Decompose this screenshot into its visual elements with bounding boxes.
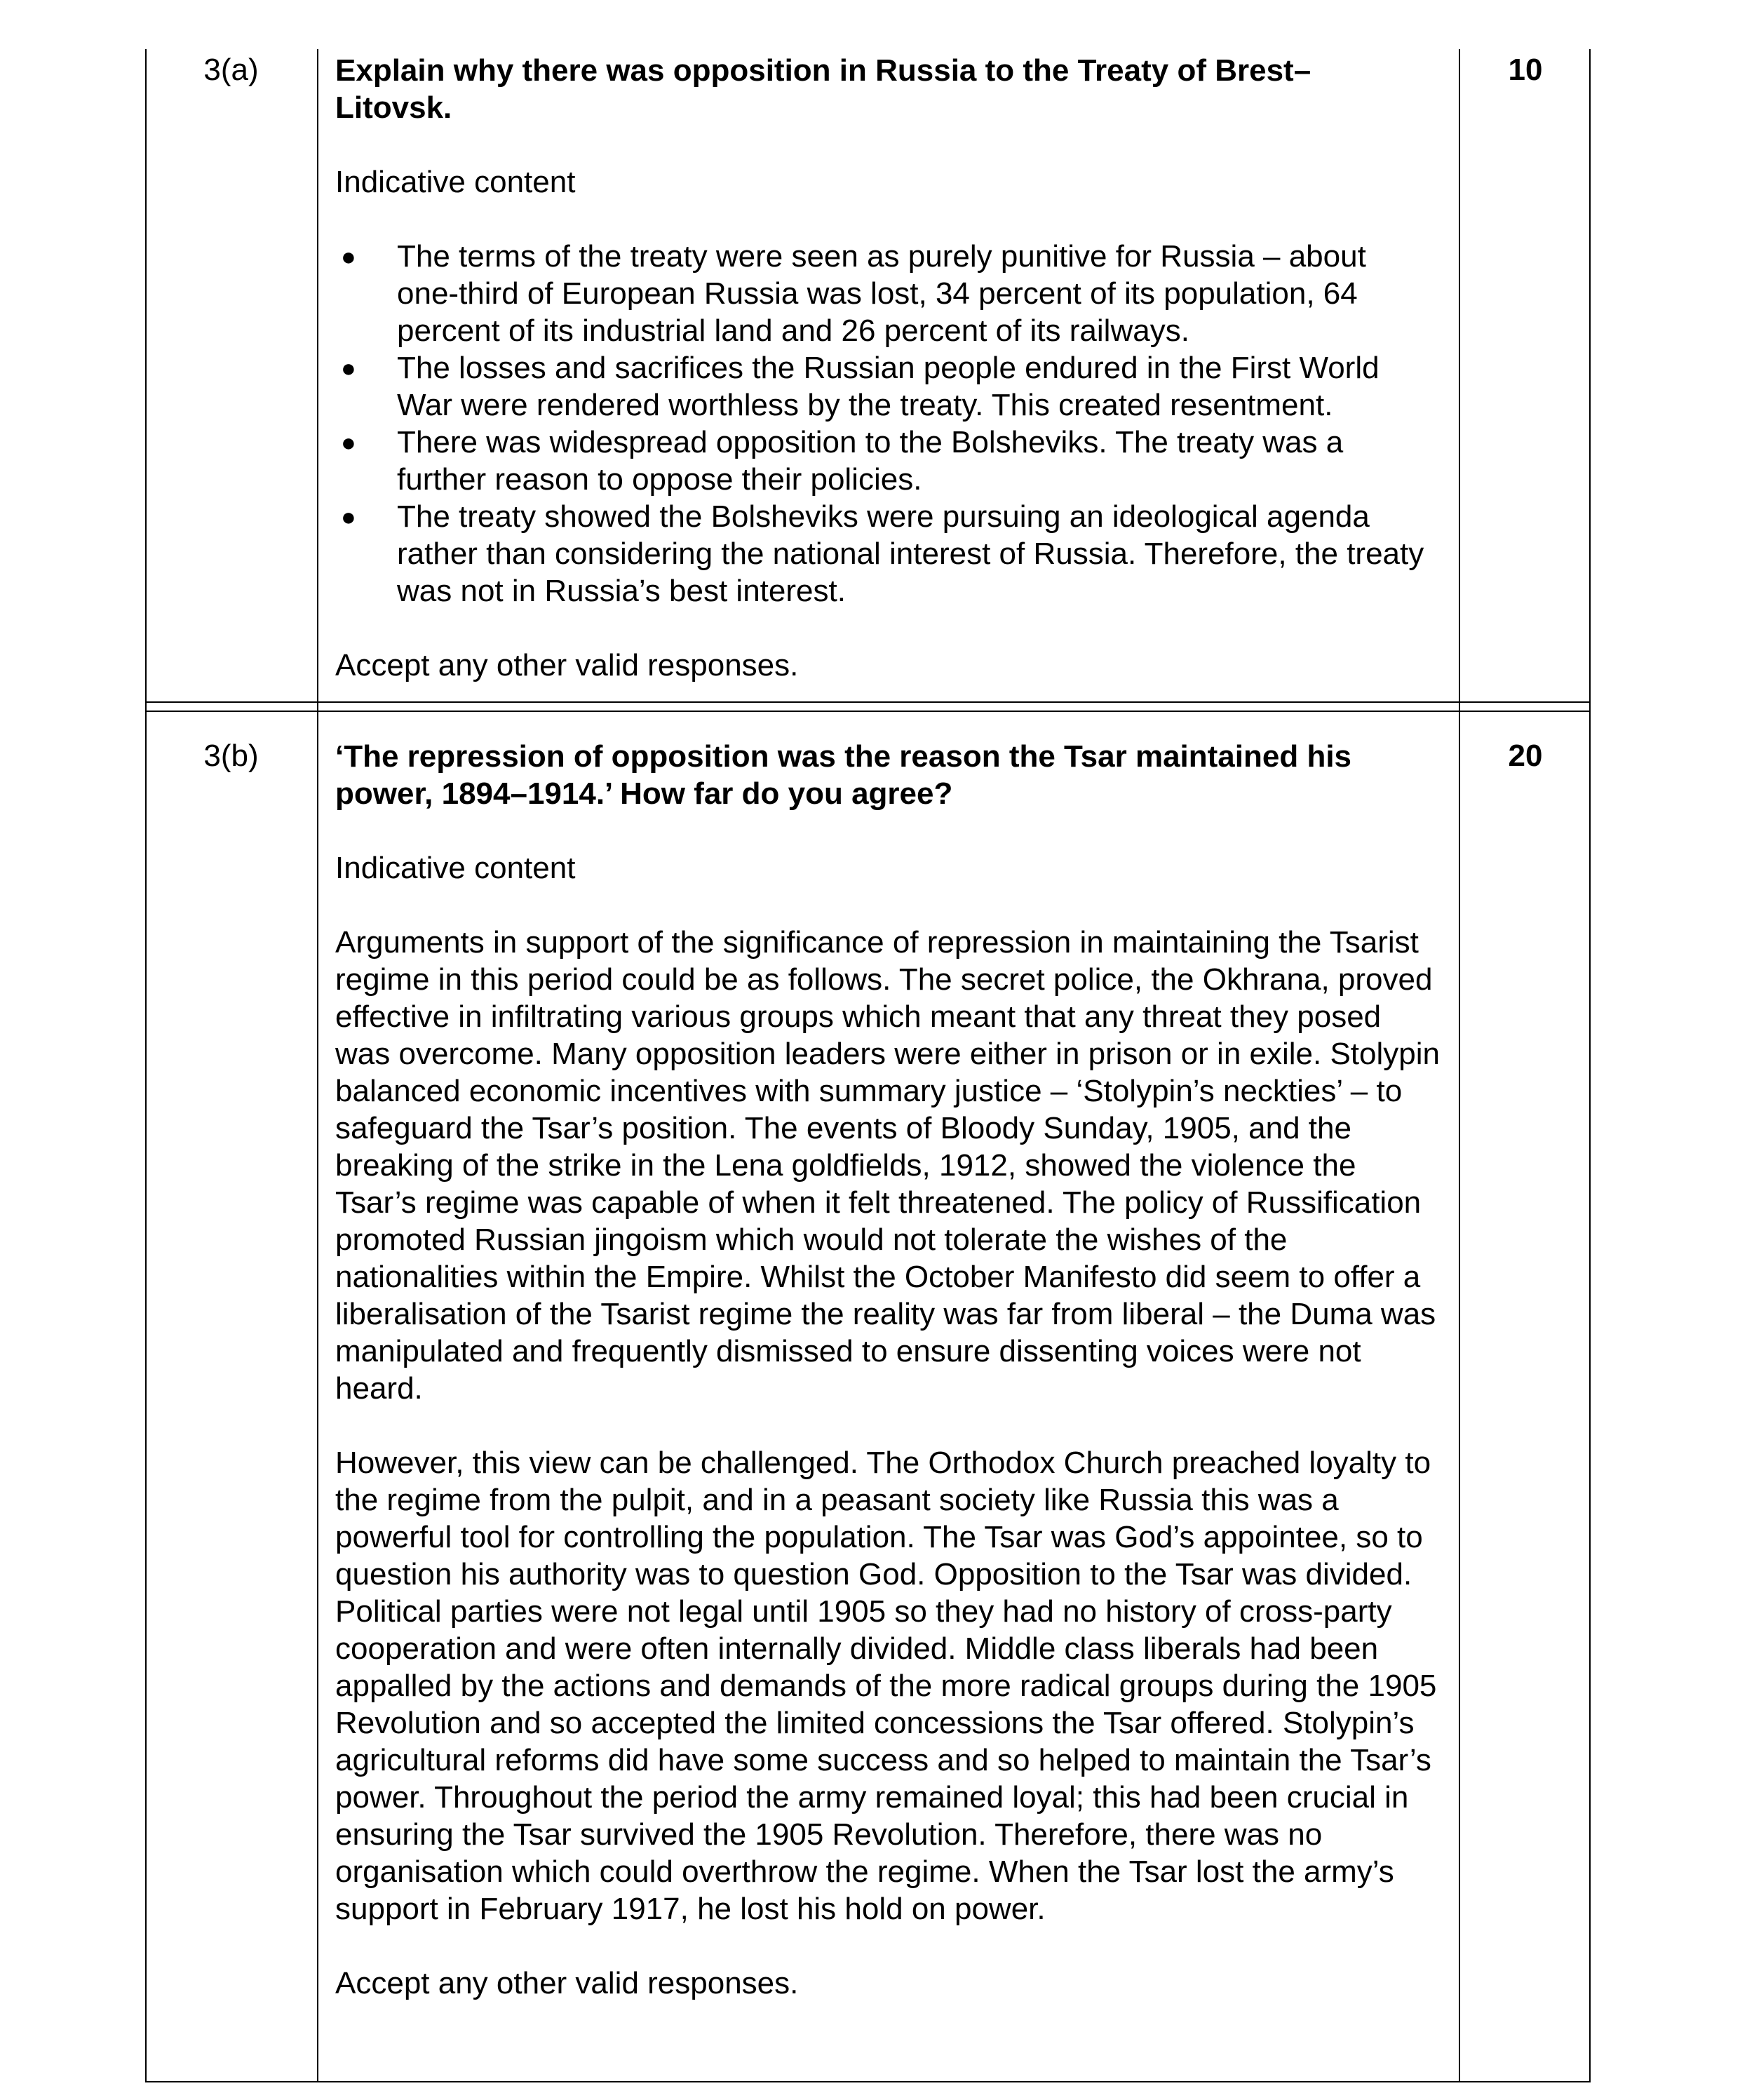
list-item: ● The treaty showed the Bolsheviks were pursuing an ideological agenda rather than considering the national interest of Russia. Therefore, the treaty was not in Russia’s best interest. xyxy=(341,499,1424,608)
question-content-3b xyxy=(335,738,1457,2002)
argument-paragraph-support: Arguments in support of the significance of repression in maintaining the Tsarist regime in this period could be as follows. The secret police, the Okhrana, proved effective in infiltrating various groups which meant that any threat they posed was overcome. Many opposition leaders were either in prison or in exile. Stolypin balanced economic incentives with summary justice – ‘Stolypin’s neckties’ – to safeguard the Tsar’s position. The events of Bloody Sunday, 1905, and the breaking of the strike in the Lena goldfields, 1912, showed the violence the Tsar’s regime was capable of when it felt threatened. The policy of Russification promoted Russian jingoism which would not tolerate the wishes of the nationalities within the Empire. Whilst the October Manifesto did seem to offer a liberalisation of the Tsarist regime the reality was far from liberal – the Duma was manipulated and frequently dismissed to ensure dissenting voices were not heard. xyxy=(335,925,1440,1406)
bullet-icon: ● xyxy=(341,354,356,382)
table-border-right xyxy=(1589,49,1591,2082)
marks-3b: 20 xyxy=(1508,739,1543,773)
row-separator-top xyxy=(145,701,1591,703)
argument-paragraph-challenge: However, this view can be challenged. The Orthodox Church preached loyalty to the regime from the pulpit, and in a peasant society like Russia this was a powerful tool for controlling the population. The Tsar was God’s appointee, so to question his authority was to question God. Opposition to the Tsar was divided. Political parties were not legal until 1905 so they had no history of cross-party cooperation and were often internally divided. Middle class liberals had been appalled by the actions and demands of the more radical groups during the 1905 Revolution and so accepted the limited concessions the Tsar offered. Stolypin’s agricultural reforms did have some success and so helped to maintain the Tsar’s power. Throughout the period the army remained loyal; this had been crucial in ensuring the Tsar survived the 1905 Revolution. Therefore, there was no organisation which could overthrow the regime. When the Tsar lost the army’s support in February 1917, he lost his hold on power. xyxy=(335,1446,1437,1926)
question-prompt-3b: ‘The repression of opposition was the reason the Tsar maintained his power, 1894–1914.’ How far do you agree? xyxy=(335,739,1352,811)
table-divider-number xyxy=(317,49,318,2082)
bullet-icon: ● xyxy=(341,428,356,457)
closing-note-3b: Accept any other valid responses. xyxy=(335,1966,799,2000)
bullet-icon: ● xyxy=(341,242,356,271)
question-prompt-3a: Explain why there was opposition in Russia to the Treaty of Brest–Litovsk. xyxy=(335,53,1311,125)
question-number-3a: 3(a) xyxy=(203,53,259,87)
list-item: ● The losses and sacrifices the Russian people endured in the First World War were rendered worthless by the treaty. This created resentment. xyxy=(341,351,1380,422)
indicative-content-heading-3b: Indicative content xyxy=(335,851,576,885)
question-content-3a xyxy=(335,52,1457,684)
bullet-list-3a xyxy=(335,238,1429,610)
table-border-bottom xyxy=(145,2081,1591,2082)
list-item: ● The terms of the treaty were seen as purely punitive for Russia – about one-third of European Russia was lost, 34 percent of its population, 64 percent of its industrial land and 26 percent of its railways. xyxy=(341,239,1366,348)
table-divider-marks xyxy=(1459,49,1460,2082)
bullet-icon: ● xyxy=(341,502,356,531)
list-item: ● There was widespread opposition to the Bolsheviks. The treaty was a further reason to oppose their policies. xyxy=(341,425,1344,497)
row-separator-bottom xyxy=(145,711,1591,712)
question-number-3b: 3(b) xyxy=(203,739,259,773)
table-border-left xyxy=(145,49,147,2082)
closing-note-3a: Accept any other valid responses. xyxy=(335,648,799,682)
indicative-content-heading-3a: Indicative content xyxy=(335,165,576,199)
marks-3a: 10 xyxy=(1508,53,1543,87)
